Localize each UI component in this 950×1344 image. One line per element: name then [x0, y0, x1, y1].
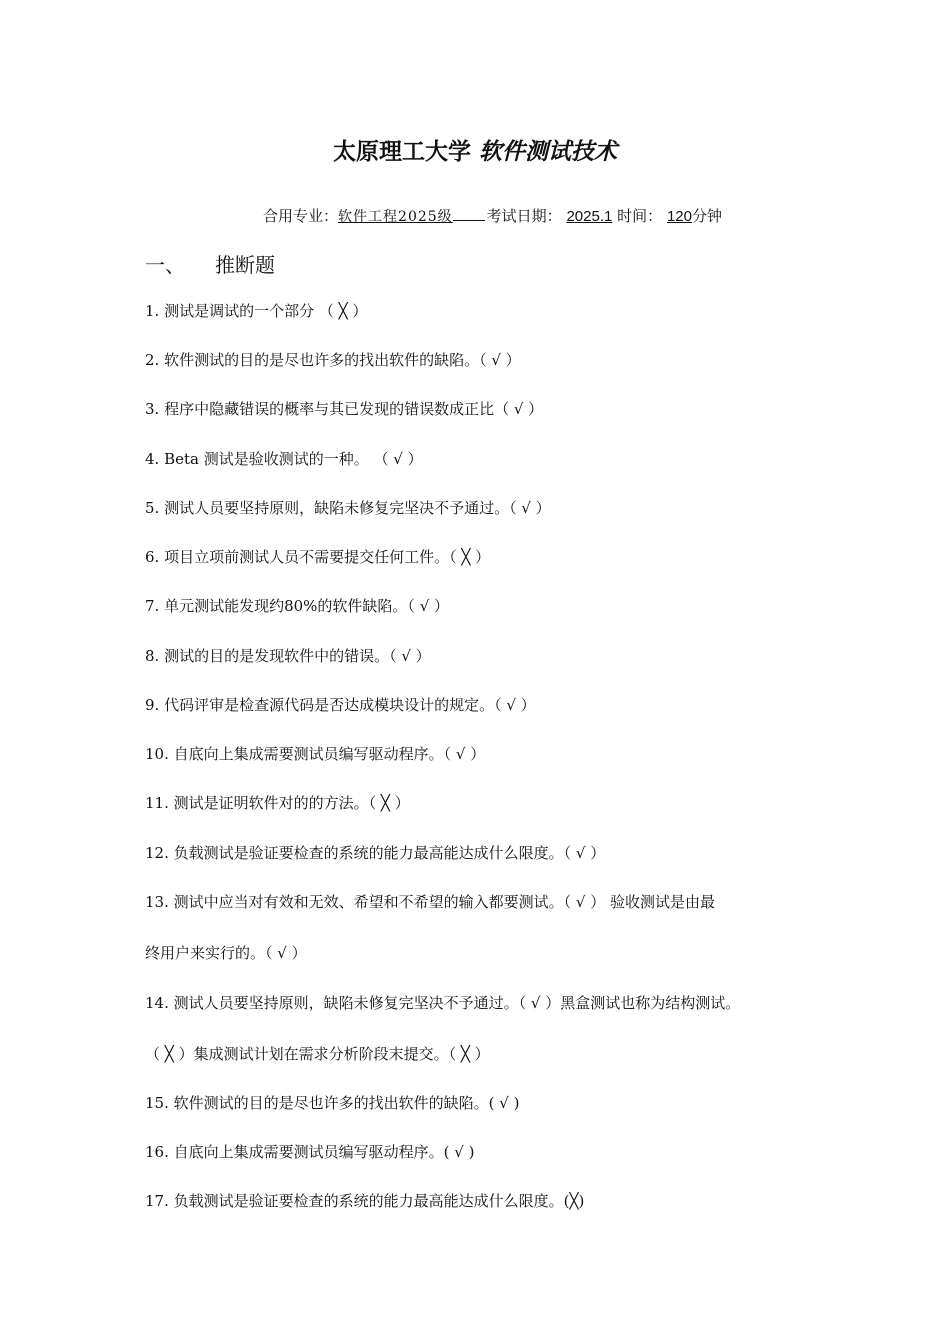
section-heading: [145, 249, 275, 278]
question-item: 16. 自底向上集成需要测试员编写驱动程序。( √ ): [145, 1143, 475, 1161]
question-item: 6. 项目立项前测试人员不需要提交任何工件。（ ╳ ）: [145, 548, 491, 566]
major-underline: [453, 219, 485, 221]
question-item: 14. 测试人员要坚持原则，缺陷未修复完坚决不予通过。（ √ ）黑盒测试也称为结构测试。: [145, 994, 741, 1012]
question-item: 10. 自底向上集成需要测试员编写驱动程序。（ √ ）: [145, 745, 486, 763]
time-unit: 分钟: [691, 207, 722, 225]
exam-meta: [0, 205, 950, 226]
section-number: 一、: [145, 253, 185, 277]
question-item: 7. 单元测试能发现约80%的软件缺陷。（ √ ）: [145, 597, 450, 615]
question-item: 17. 负载测试是验证要检查的系统的能力最高能达成什么限度。(╳): [145, 1192, 585, 1210]
page-title: [0, 133, 950, 166]
question-item: 5. 测试人员要坚持原则，缺陷未修复完坚决不予通过。（ √ ）: [145, 499, 551, 517]
question-item: 终用户来实行的。（ √ ）: [145, 944, 307, 962]
date-value: 2025.1: [566, 208, 613, 225]
course-name: 软件测试技术: [479, 138, 617, 165]
question-item: 13. 测试中应当对有效和无效、希望和不希望的输入都要测试。（ √ ） 验收测试是由最: [145, 893, 715, 911]
question-item: 1. 测试是调试的一个部分 （ ╳ ）: [145, 302, 368, 320]
time-label: 时间：: [617, 207, 663, 225]
question-item: 9. 代码评审是检查源代码是否达成模块设计的规定。（ √ ）: [145, 696, 536, 714]
question-item: 15. 软件测试的目的是尽也许多的找出软件的缺陷。( √ ): [145, 1094, 520, 1112]
question-item: 11. 测试是证明软件对的的方法。（ ╳ ）: [145, 794, 410, 812]
question-item: 2. 软件测试的目的是尽也许多的找出软件的缺陷。（ √ ）: [145, 351, 521, 369]
time-value: 120: [666, 208, 692, 225]
school-name: 太原理工大学: [332, 138, 471, 165]
question-item: 3. 程序中隐藏错误的概率与其已发现的错误数成正比（ √ ）: [145, 400, 544, 418]
question-item: 8. 测试的目的是发现软件中的错误。（ √ ）: [145, 647, 431, 665]
section-title: 推断题: [215, 253, 275, 277]
major-label: 合用专业：: [263, 207, 339, 225]
question-item: 12. 负载测试是验证要检查的系统的能力最高能达成什么限度。（ √ ）: [145, 844, 606, 862]
major-value: 软件工程2025级: [338, 209, 453, 225]
date-label: 考试日期：: [486, 207, 562, 225]
question-item: 4. Beta 测试是验收测试的一种。 （ √ ）: [145, 450, 423, 468]
question-item: （ ╳ ）集成测试计划在需求分析阶段末提交。（ ╳ ）: [145, 1045, 490, 1063]
